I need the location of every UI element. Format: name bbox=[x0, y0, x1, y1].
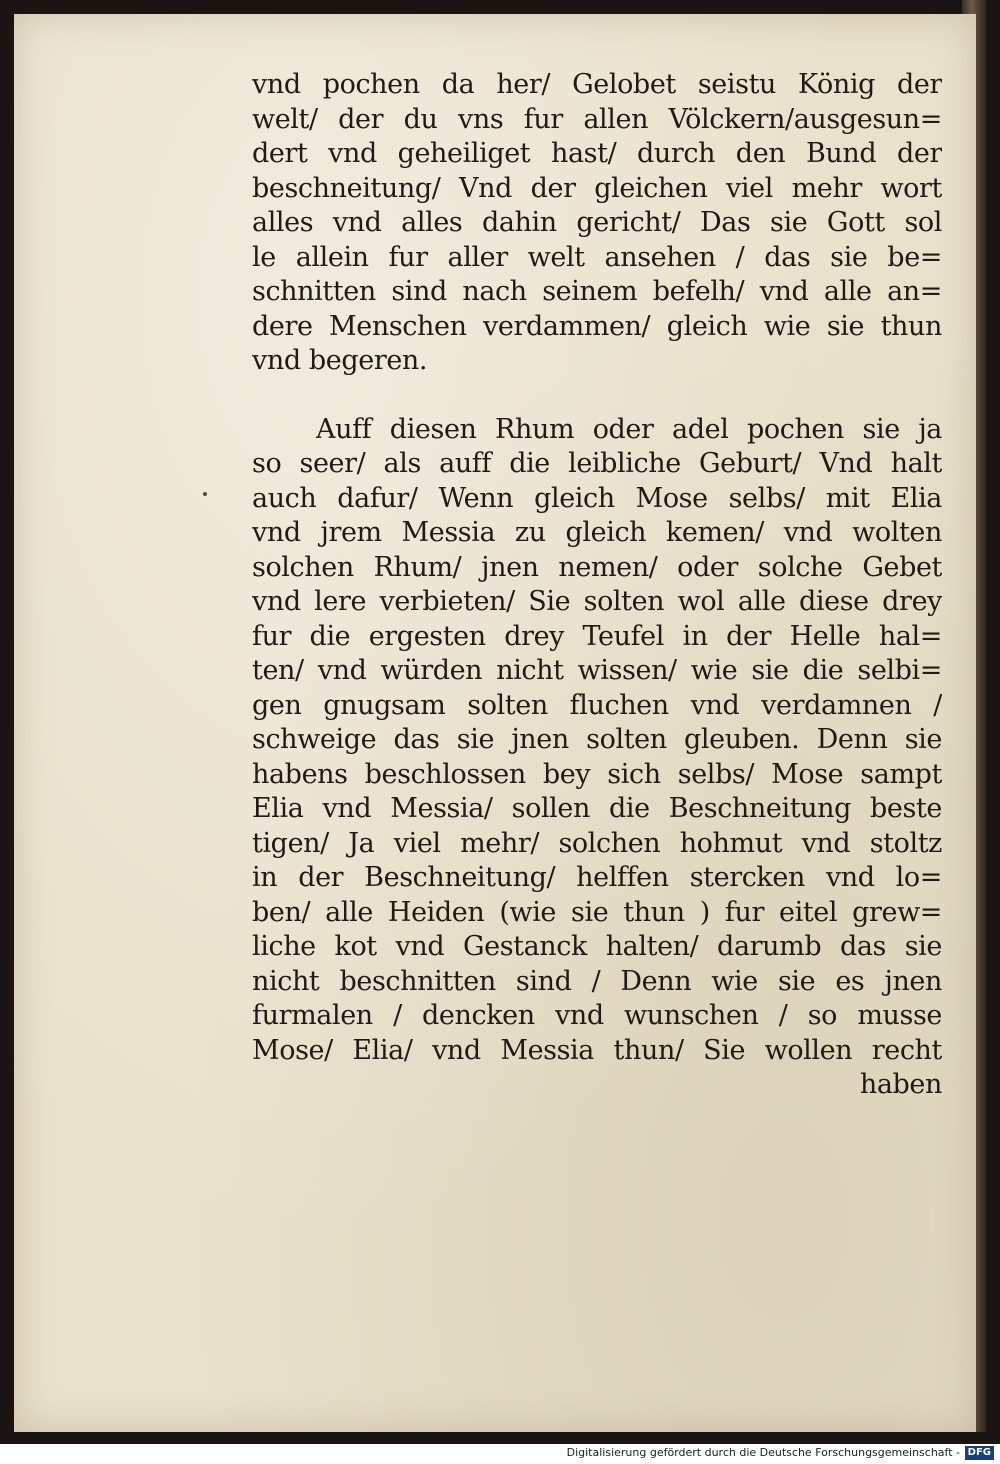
text-line: schnitten sind nach seinem befelh/ vnd alle an= bbox=[252, 276, 942, 307]
text-line: vnd jrem Messia zu gleich kemen/ vnd wolten bbox=[252, 517, 942, 548]
text-line: schweige das sie jnen solten gleuben. Denn sie bbox=[252, 724, 942, 755]
text-line: habens beschlossen bey sich selbs/ Mose sampt bbox=[252, 758, 942, 790]
text-line: tigen/ Ja viel mehr/ solchen hohmut vnd stoltz bbox=[252, 827, 942, 859]
text-line: gen gnugsam solten fluchen vnd verdamnen / bbox=[252, 689, 942, 721]
text-line: auch dafur/ Wenn gleich Mose selbs/ mit Elia bbox=[252, 482, 942, 514]
footer-credit: Digitalisierung gefördert durch die Deutsche Forschungsgemeinschaft - bbox=[566, 1446, 960, 1459]
text-line: dert vnd geheiliget hast/ durch den Bund der bbox=[252, 138, 942, 169]
paragraph-2 bbox=[252, 413, 942, 1103]
text-line: vnd pochen da her/ Gelobet seistu König der bbox=[252, 69, 942, 100]
text-line: dere Menschen verdammen/ gleich wie sie thun bbox=[252, 310, 942, 342]
text-line: vnd lere verbieten/ Sie solten wol alle diese drey bbox=[252, 586, 942, 617]
text-line: le allein fur aller welt ansehen / das sie be= bbox=[252, 241, 942, 273]
page-text bbox=[252, 68, 942, 1103]
text-line: alles vnd alles dahin gericht/ Das sie Gott sol bbox=[252, 207, 942, 238]
dfg-logo: DFG bbox=[965, 1446, 994, 1460]
text-line: fur die ergesten drey Teufel in der Helle hal= bbox=[252, 620, 942, 652]
text-line: nicht beschnitten sind / Denn wie sie es jnen bbox=[252, 965, 942, 997]
text-line: welt/ der du vns fur allen Völckern/ausgesun= bbox=[252, 103, 942, 135]
catchword: haben bbox=[859, 1069, 942, 1100]
text-line: in der Beschneitung/ helffen stercken vnd lo= bbox=[252, 862, 942, 893]
text-line: liche kot vnd Gestanck halten/ darumb das sie bbox=[252, 931, 942, 962]
text-line: furmalen / dencken vnd wunschen / so musse bbox=[252, 1000, 942, 1031]
paragraph-1 bbox=[252, 68, 942, 379]
text-line: ben/ alle Heiden (wie sie thun ) fur eitel grew= bbox=[252, 896, 942, 928]
text-line: Auff diesen Rhum oder adel pochen sie ja bbox=[316, 413, 942, 445]
text-line: solchen Rhum/ jnen nemen/ oder solche Gebet bbox=[252, 551, 942, 583]
ink-speck bbox=[203, 492, 207, 496]
text-line: Elia vnd Messia/ sollen die Beschneitung beste bbox=[252, 793, 942, 824]
text-line: vnd begeren. bbox=[252, 345, 428, 376]
text-line: Mose/ Elia/ vnd Messia thun/ Sie wollen recht bbox=[252, 1034, 942, 1066]
text-line: ten/ vnd würden nicht wissen/ wie sie die selbi= bbox=[252, 655, 942, 686]
text-line: so seer/ als auff die leibliche Geburt/ Vnd halt bbox=[252, 448, 942, 479]
text-line: beschneitung/ Vnd der gleichen viel mehr wort bbox=[252, 172, 942, 204]
